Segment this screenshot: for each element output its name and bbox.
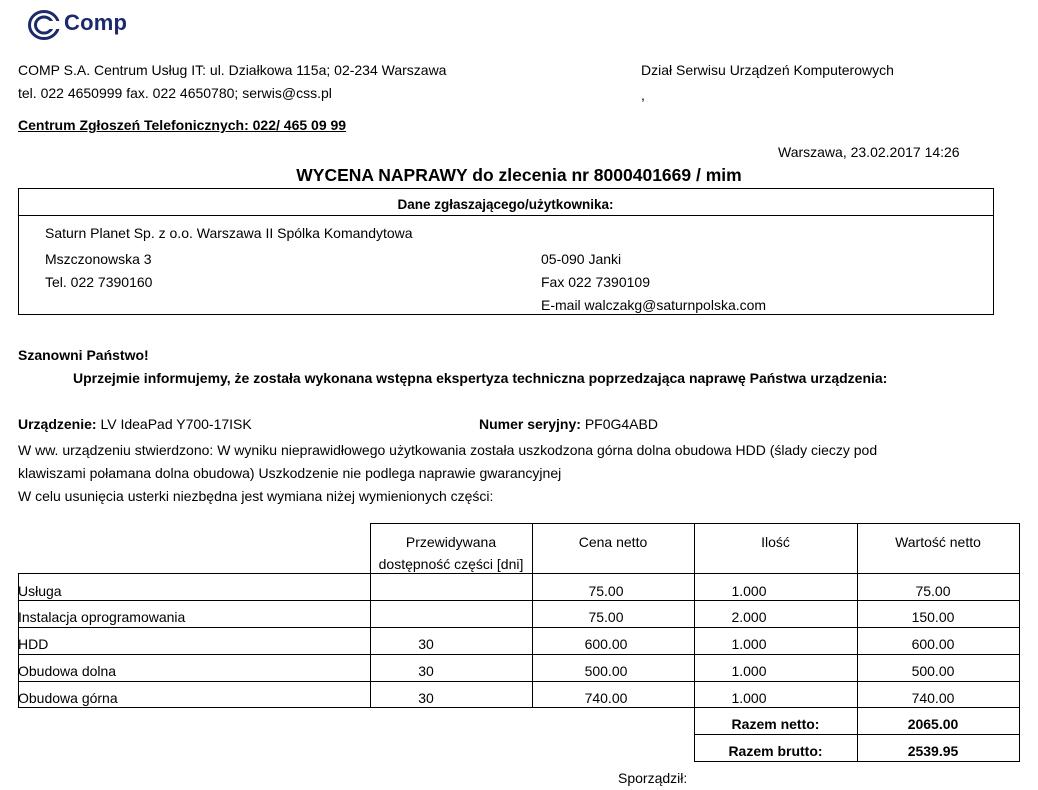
company-logo-icon (28, 10, 60, 40)
company-contact: tel. 022 4650999 fax. 022 4650780; serwis@css.pl (18, 85, 332, 101)
row-qty: 2.000 (731, 609, 767, 625)
row-name: Instalacja oprogramowania (18, 609, 186, 625)
greeting: Szanowni Państwo! (18, 347, 149, 363)
prepared-by-label: Sporządził: (618, 770, 688, 786)
header-availability-l2: dostępność części [dni] (378, 556, 524, 572)
row-name: Obudowa dolna (18, 663, 117, 679)
row-days: 30 (418, 690, 434, 706)
client-tel: Tel. 022 7390160 (45, 274, 153, 290)
total-net-value: 2065.00 (907, 716, 959, 732)
header-availability-l1: Przewidywana (405, 534, 497, 550)
client-section-title: Dane zgłaszającego/użytkownika: (397, 197, 614, 212)
client-name: Saturn Planet Sp. z o.o. Warszawa II Spólka Komandytowa (45, 225, 413, 241)
client-city: 05-090 Janki (541, 251, 622, 267)
row-qty: 1.000 (731, 663, 767, 679)
call-center-line: Centrum Zgłoszeń Telefonicznych: 022/ 465 09 99 (18, 117, 347, 133)
row-value: 600.00 (911, 636, 955, 652)
row-value: 75.00 (915, 583, 951, 599)
row-price: 500.00 (584, 663, 628, 679)
row-days: 30 (418, 663, 434, 679)
row-price: 75.00 (588, 583, 624, 599)
finding-line-1: W ww. urządzeniu stwierdzono: W wyniku nieprawidłowego użytkowania została uszkodzona górna dolna obudowa HDD (ślady cieczy pod (18, 442, 878, 458)
row-qty: 1.000 (731, 636, 767, 652)
client-email: E-mail walczakg@saturnpolska.com (541, 297, 767, 313)
department-extra: , (641, 87, 645, 103)
header-net-value: Wartość netto (895, 534, 981, 550)
total-gross-value: 2539.95 (907, 743, 959, 759)
serial-value: PF0G4ABD (580, 416, 658, 432)
row-price: 600.00 (584, 636, 628, 652)
row-qty: 1.000 (731, 690, 767, 706)
device-value: LV IdeaPad Y700-17ISK (96, 416, 252, 432)
row-value: 500.00 (911, 663, 955, 679)
document-title: WYCENA NAPRAWY do zlecenia nr 8000401669 / mim (296, 165, 742, 185)
row-days: 30 (418, 636, 434, 652)
intro-text: Uprzejmie informujemy, że została wykonana wstępna ekspertyza techniczna poprzedzająca naprawę Państwa urządzenia: (73, 370, 888, 386)
logo-text: Comp (64, 10, 128, 35)
total-net-label: Razem netto: (731, 716, 820, 732)
device-info (18, 416, 252, 432)
header-qty: Ilość (761, 534, 790, 550)
department-name: Dział Serwisu Urządzeń Komputerowych (641, 62, 894, 78)
device-label: Urządzenie: (18, 416, 97, 432)
serial-label: Numer seryjny: (479, 416, 581, 432)
serial-info (479, 416, 658, 432)
row-name: Usługa (18, 583, 62, 599)
parts-intro: W celu usunięcia usterki niezbędna jest wymiana niżej wymienionych części: (18, 488, 494, 504)
row-price: 740.00 (584, 690, 628, 706)
client-street: Mszczonowska 3 (45, 251, 152, 267)
client-fax: Fax 022 7390109 (541, 274, 650, 290)
finding-line-2: klawiszami połamana dolna obudowa) Uszkodzenie nie podlega naprawie gwarancyjnej (18, 465, 562, 481)
row-name: HDD (18, 636, 49, 652)
total-gross-label: Razem brutto: (728, 743, 823, 759)
row-name: Obudowa górna (18, 690, 118, 706)
row-value: 150.00 (911, 609, 955, 625)
row-price: 75.00 (588, 609, 624, 625)
row-qty: 1.000 (731, 583, 767, 599)
row-value: 740.00 (911, 690, 955, 706)
header-net-price: Cena netto (578, 534, 648, 550)
document-date: Warszawa, 23.02.2017 14:26 (778, 144, 960, 160)
company-address: COMP S.A. Centrum Usług IT: ul. Działkowa 115a; 02-234 Warszawa (18, 62, 447, 78)
client-box-divider (18, 215, 993, 216)
